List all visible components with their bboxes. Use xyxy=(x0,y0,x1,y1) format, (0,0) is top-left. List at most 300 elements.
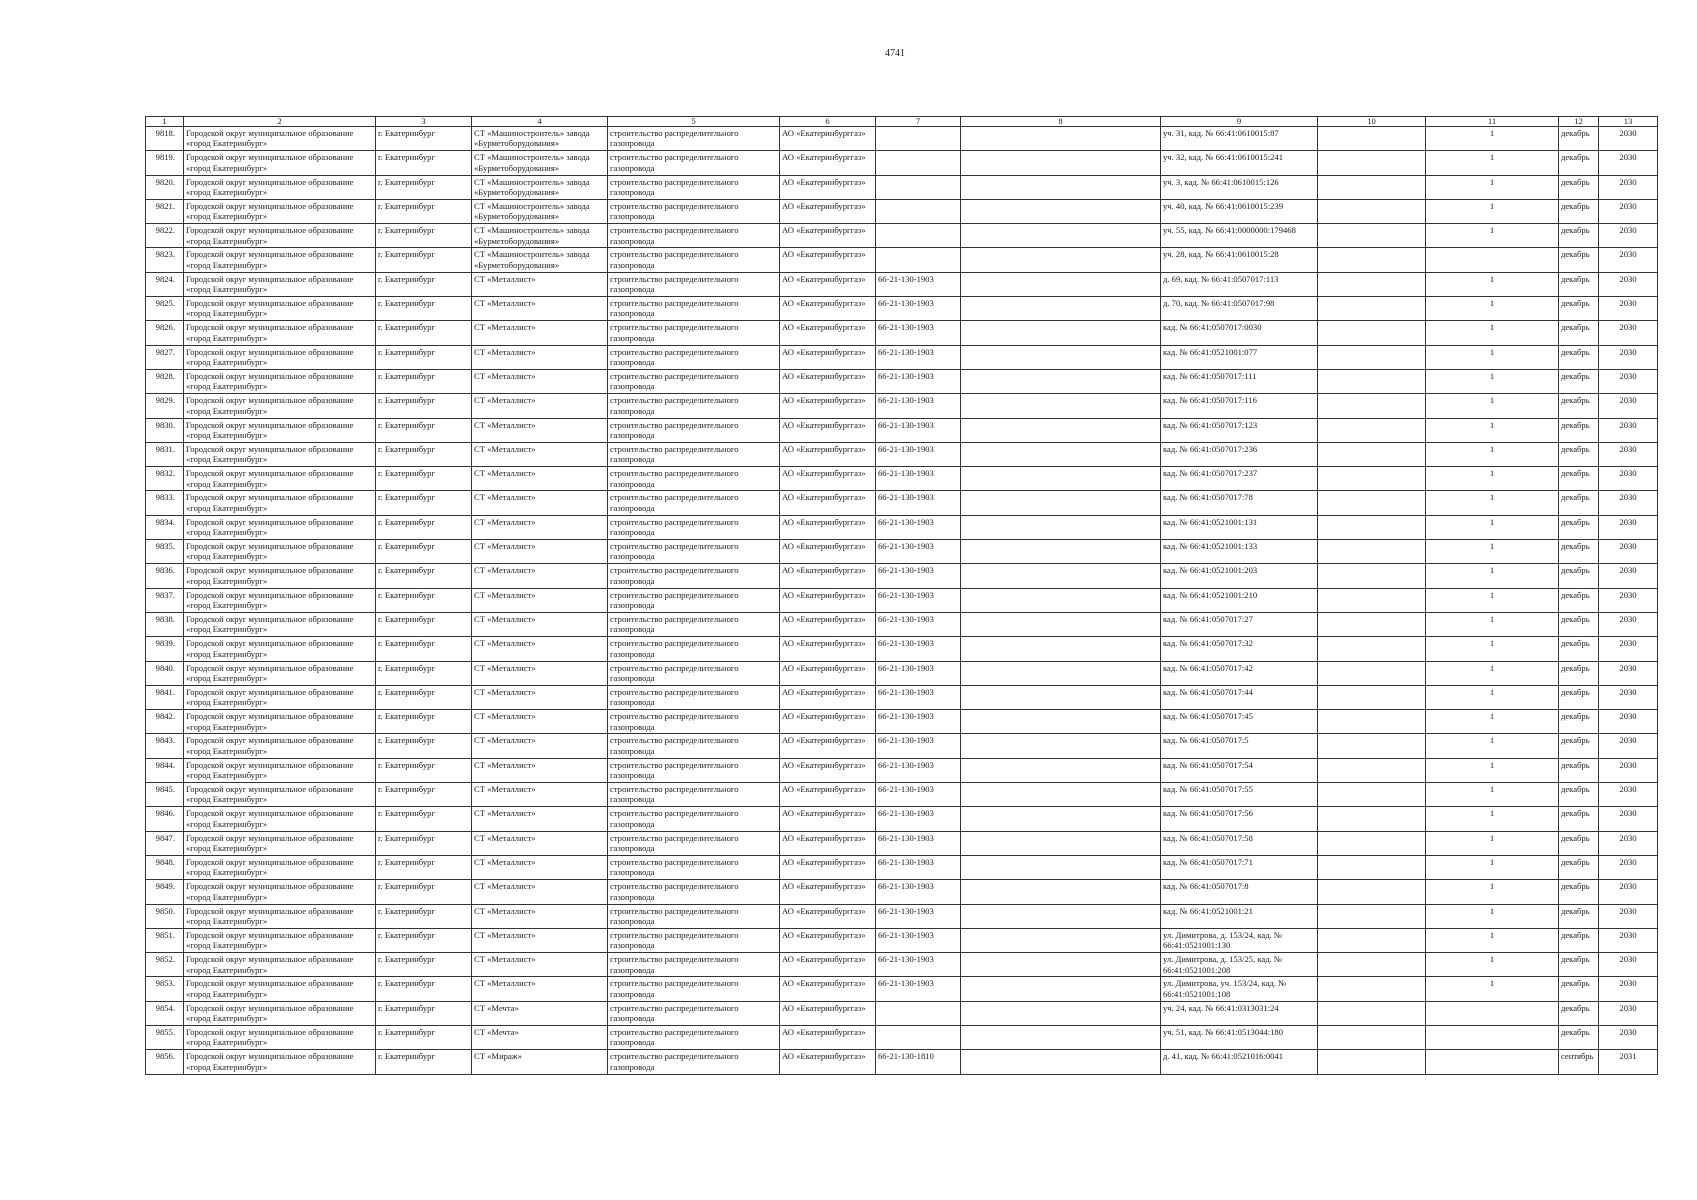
organization-cell: АО «Екатеринбурггаз» xyxy=(780,880,876,904)
month-cell: декабрь xyxy=(1559,783,1599,807)
organization-cell: АО «Екатеринбурггаз» xyxy=(780,515,876,539)
municipality-cell: Городской округ муниципальное образование «город Екатеринбург» xyxy=(184,880,376,904)
address-cell: кад. № 66:41:0521001:210 xyxy=(1161,588,1318,612)
year-cell: 2030 xyxy=(1599,564,1658,588)
year-cell: 2030 xyxy=(1599,612,1658,636)
address-cell: кад. № 66:41:0507017:116 xyxy=(1161,394,1318,418)
organization-cell: АО «Екатеринбурггаз» xyxy=(780,564,876,588)
organization-cell: АО «Екатеринбурггаз» xyxy=(780,710,876,734)
month-cell: декабрь xyxy=(1559,224,1599,248)
work-type-cell: строительство распределительного газопровода xyxy=(608,515,780,539)
city-cell: г. Екатеринбург xyxy=(376,564,472,588)
object-cell: СТ «Металлист» xyxy=(472,928,608,952)
registry-code-cell: 66-21-130-1903 xyxy=(876,612,961,636)
registry-code-cell xyxy=(876,1001,961,1025)
month-cell: декабрь xyxy=(1559,734,1599,758)
registry-code-cell: 66-21-130-1903 xyxy=(876,734,961,758)
month-cell: декабрь xyxy=(1559,564,1599,588)
work-type-cell: строительство распределительного газопровода xyxy=(608,685,780,709)
column-10-cell xyxy=(1318,199,1426,223)
municipality-cell: Городской округ муниципальное образование «город Екатеринбург» xyxy=(184,345,376,369)
address-cell: уч. 32, кад. № 66:41:0610015:241 xyxy=(1161,151,1318,175)
work-type-cell: строительство распределительного газопровода xyxy=(608,540,780,564)
year-cell: 2030 xyxy=(1599,831,1658,855)
row-number: 9853. xyxy=(146,977,184,1001)
year-cell: 2030 xyxy=(1599,588,1658,612)
year-cell: 2030 xyxy=(1599,345,1658,369)
object-cell: СТ «Металлист» xyxy=(472,345,608,369)
quantity-cell: 1 xyxy=(1426,685,1559,709)
work-type-cell: строительство распределительного газопровода xyxy=(608,321,780,345)
work-type-cell: строительство распределительного газопровода xyxy=(608,1025,780,1049)
registry-code-cell: 66-21-130-1903 xyxy=(876,807,961,831)
work-type-cell: строительство распределительного газопровода xyxy=(608,710,780,734)
table-row xyxy=(146,807,1658,831)
quantity-cell: 1 xyxy=(1426,127,1559,151)
city-cell: г. Екатеринбург xyxy=(376,977,472,1001)
registry-code-cell xyxy=(876,127,961,151)
column-8-cell xyxy=(961,831,1161,855)
address-cell: кад. № 66:41:0507017:78 xyxy=(1161,491,1318,515)
year-cell: 2030 xyxy=(1599,369,1658,393)
table-row xyxy=(146,151,1658,175)
quantity-cell xyxy=(1426,1025,1559,1049)
object-cell: СТ «Металлист» xyxy=(472,612,608,636)
city-cell: г. Екатеринбург xyxy=(376,224,472,248)
row-number: 9828. xyxy=(146,369,184,393)
row-number: 9840. xyxy=(146,661,184,685)
city-cell: г. Екатеринбург xyxy=(376,418,472,442)
registry-code-cell: 66-21-130-1903 xyxy=(876,831,961,855)
municipality-cell: Городской округ муниципальное образование «город Екатеринбург» xyxy=(184,977,376,1001)
municipality-cell: Городской округ муниципальное образование «город Екатеринбург» xyxy=(184,783,376,807)
month-cell: декабрь xyxy=(1559,272,1599,296)
organization-cell: АО «Екатеринбурггаз» xyxy=(780,442,876,466)
registry-code-cell xyxy=(876,151,961,175)
city-cell: г. Екатеринбург xyxy=(376,807,472,831)
column-10-cell xyxy=(1318,880,1426,904)
column-10-cell xyxy=(1318,515,1426,539)
column-8-cell xyxy=(961,442,1161,466)
work-type-cell: строительство распределительного газопровода xyxy=(608,637,780,661)
column-header-7: 7 xyxy=(876,117,961,127)
city-cell: г. Екатеринбург xyxy=(376,928,472,952)
organization-cell: АО «Екатеринбурггаз» xyxy=(780,151,876,175)
work-type-cell: строительство распределительного газопровода xyxy=(608,127,780,151)
row-number: 9847. xyxy=(146,831,184,855)
column-8-cell xyxy=(961,807,1161,831)
work-type-cell: строительство распределительного газопровода xyxy=(608,612,780,636)
column-8-cell xyxy=(961,953,1161,977)
year-cell: 2030 xyxy=(1599,224,1658,248)
municipality-cell: Городской округ муниципальное образование «город Екатеринбург» xyxy=(184,127,376,151)
organization-cell: АО «Екатеринбурггаз» xyxy=(780,734,876,758)
work-type-cell: строительство распределительного газопровода xyxy=(608,783,780,807)
address-cell: ул. Димитрова, д. 153/25, кад. № 66:41:0521001:208 xyxy=(1161,953,1318,977)
quantity-cell: 1 xyxy=(1426,345,1559,369)
municipality-cell: Городской округ муниципальное образование «город Екатеринбург» xyxy=(184,685,376,709)
municipality-cell: Городской округ муниципальное образование «город Екатеринбург» xyxy=(184,321,376,345)
address-cell: уч. 24, кад. № 66:41:0313031:24 xyxy=(1161,1001,1318,1025)
address-cell: кад. № 66:41:0507017:0030 xyxy=(1161,321,1318,345)
table-row xyxy=(146,127,1658,151)
table-row xyxy=(146,831,1658,855)
organization-cell: АО «Екатеринбурггаз» xyxy=(780,345,876,369)
object-cell: СТ «Металлист» xyxy=(472,953,608,977)
year-cell: 2031 xyxy=(1599,1050,1658,1074)
month-cell: декабрь xyxy=(1559,248,1599,272)
year-cell: 2030 xyxy=(1599,977,1658,1001)
table-row xyxy=(146,880,1658,904)
registry-code-cell xyxy=(876,248,961,272)
city-cell: г. Екатеринбург xyxy=(376,297,472,321)
address-cell: кад. № 66:41:0507017:55 xyxy=(1161,783,1318,807)
row-number: 9854. xyxy=(146,1001,184,1025)
municipality-cell: Городской округ муниципальное образование «город Екатеринбург» xyxy=(184,661,376,685)
work-type-cell: строительство распределительного газопровода xyxy=(608,928,780,952)
registry-code-cell: 66-21-130-1903 xyxy=(876,880,961,904)
address-cell: уч. 28, кад. № 66:41:0610015:28 xyxy=(1161,248,1318,272)
month-cell: декабрь xyxy=(1559,540,1599,564)
object-cell: СТ «Металлист» xyxy=(472,977,608,1001)
table-row xyxy=(146,199,1658,223)
registry-code-cell: 66-21-130-1903 xyxy=(876,369,961,393)
registry-code-cell: 66-21-130-1903 xyxy=(876,272,961,296)
address-cell: кад. № 66:41:0507017:45 xyxy=(1161,710,1318,734)
table-row xyxy=(146,248,1658,272)
row-number: 9846. xyxy=(146,807,184,831)
column-10-cell xyxy=(1318,1050,1426,1074)
month-cell: декабрь xyxy=(1559,855,1599,879)
object-cell: СТ «Металлист» xyxy=(472,661,608,685)
organization-cell: АО «Екатеринбурггаз» xyxy=(780,928,876,952)
year-cell: 2030 xyxy=(1599,272,1658,296)
work-type-cell: строительство распределительного газопровода xyxy=(608,904,780,928)
month-cell: декабрь xyxy=(1559,807,1599,831)
address-cell: ул. Димитрова, уч. 153/24, кад. № 66:41:0521001:108 xyxy=(1161,977,1318,1001)
municipality-cell: Городской округ муниципальное образование «город Екатеринбург» xyxy=(184,831,376,855)
row-number: 9825. xyxy=(146,297,184,321)
quantity-cell: 1 xyxy=(1426,588,1559,612)
column-10-cell xyxy=(1318,855,1426,879)
municipality-cell: Городской округ муниципальное образование «город Екатеринбург» xyxy=(184,442,376,466)
address-cell: кад. № 66:41:0507017:54 xyxy=(1161,758,1318,782)
quantity-cell: 1 xyxy=(1426,540,1559,564)
row-number: 9856. xyxy=(146,1050,184,1074)
table-row xyxy=(146,904,1658,928)
object-cell: СТ «Металлист» xyxy=(472,321,608,345)
year-cell: 2030 xyxy=(1599,1025,1658,1049)
table-row xyxy=(146,491,1658,515)
registry-code-cell: 66-21-130-1903 xyxy=(876,661,961,685)
address-cell: кад. № 66:41:0521001:077 xyxy=(1161,345,1318,369)
quantity-cell: 1 xyxy=(1426,710,1559,734)
year-cell: 2030 xyxy=(1599,928,1658,952)
row-number: 9831. xyxy=(146,442,184,466)
column-8-cell xyxy=(961,612,1161,636)
year-cell: 2030 xyxy=(1599,540,1658,564)
work-type-cell: строительство распределительного газопровода xyxy=(608,977,780,1001)
address-cell: уч. 3, кад. № 66:41:0610015:126 xyxy=(1161,175,1318,199)
city-cell: г. Екатеринбург xyxy=(376,588,472,612)
quantity-cell: 1 xyxy=(1426,661,1559,685)
table-row xyxy=(146,661,1658,685)
month-cell: декабрь xyxy=(1559,151,1599,175)
address-cell: д. 69, кад. № 66:41:0507017:113 xyxy=(1161,272,1318,296)
month-cell: декабрь xyxy=(1559,467,1599,491)
column-10-cell xyxy=(1318,1001,1426,1025)
object-cell: СТ «Металлист» xyxy=(472,369,608,393)
table-row xyxy=(146,564,1658,588)
work-type-cell: строительство распределительного газопровода xyxy=(608,467,780,491)
municipality-cell: Городской округ муниципальное образование «город Екатеринбург» xyxy=(184,564,376,588)
organization-cell: АО «Екатеринбурггаз» xyxy=(780,467,876,491)
column-8-cell xyxy=(961,783,1161,807)
municipality-cell: Городской округ муниципальное образование «город Екатеринбург» xyxy=(184,467,376,491)
municipality-cell: Городской округ муниципальное образование «город Екатеринбург» xyxy=(184,1050,376,1074)
month-cell: декабрь xyxy=(1559,1025,1599,1049)
column-10-cell xyxy=(1318,272,1426,296)
table-row xyxy=(146,272,1658,296)
registry-code-cell: 66-21-130-1903 xyxy=(876,321,961,345)
city-cell: г. Екатеринбург xyxy=(376,1025,472,1049)
table-row xyxy=(146,345,1658,369)
city-cell: г. Екатеринбург xyxy=(376,831,472,855)
row-number: 9834. xyxy=(146,515,184,539)
city-cell: г. Екатеринбург xyxy=(376,442,472,466)
column-8-cell xyxy=(961,855,1161,879)
organization-cell: АО «Екатеринбурггаз» xyxy=(780,807,876,831)
column-header-10: 10 xyxy=(1318,117,1426,127)
address-cell: кад. № 66:41:0521001:131 xyxy=(1161,515,1318,539)
object-cell: СТ «Металлист» xyxy=(472,442,608,466)
column-10-cell xyxy=(1318,418,1426,442)
column-8-cell xyxy=(961,224,1161,248)
column-10-cell xyxy=(1318,710,1426,734)
table-row xyxy=(146,758,1658,782)
municipality-cell: Городской округ муниципальное образование «город Екатеринбург» xyxy=(184,637,376,661)
quantity-cell: 1 xyxy=(1426,467,1559,491)
object-cell: СТ «Металлист» xyxy=(472,467,608,491)
quantity-cell: 1 xyxy=(1426,321,1559,345)
work-type-cell: строительство распределительного газопровода xyxy=(608,807,780,831)
row-number: 9845. xyxy=(146,783,184,807)
year-cell: 2030 xyxy=(1599,637,1658,661)
year-cell: 2030 xyxy=(1599,685,1658,709)
registry-code-cell xyxy=(876,199,961,223)
row-number: 9843. xyxy=(146,734,184,758)
year-cell: 2030 xyxy=(1599,661,1658,685)
column-10-cell xyxy=(1318,685,1426,709)
column-10-cell xyxy=(1318,588,1426,612)
organization-cell: АО «Екатеринбурггаз» xyxy=(780,831,876,855)
address-cell: кад. № 66:41:0507017:27 xyxy=(1161,612,1318,636)
city-cell: г. Екатеринбург xyxy=(376,734,472,758)
table-row xyxy=(146,175,1658,199)
row-number: 9835. xyxy=(146,540,184,564)
year-cell: 2030 xyxy=(1599,880,1658,904)
municipality-cell: Городской округ муниципальное образование «город Екатеринбург» xyxy=(184,248,376,272)
address-cell: уч. 31, кад. № 66:41:0610015:87 xyxy=(1161,127,1318,151)
row-number: 9842. xyxy=(146,710,184,734)
city-cell: г. Екатеринбург xyxy=(376,661,472,685)
quantity-cell: 1 xyxy=(1426,612,1559,636)
address-cell: кад. № 66:41:0507017:71 xyxy=(1161,855,1318,879)
table-row xyxy=(146,515,1658,539)
month-cell: декабрь xyxy=(1559,831,1599,855)
column-8-cell xyxy=(961,199,1161,223)
column-10-cell xyxy=(1318,1025,1426,1049)
municipality-cell: Городской округ муниципальное образование «город Екатеринбург» xyxy=(184,855,376,879)
registry-code-cell: 66-21-130-1903 xyxy=(876,637,961,661)
quantity-cell: 1 xyxy=(1426,637,1559,661)
month-cell: декабрь xyxy=(1559,199,1599,223)
organization-cell: АО «Екатеринбурггаз» xyxy=(780,272,876,296)
quantity-cell: 1 xyxy=(1426,831,1559,855)
address-cell: кад. № 66:41:0507017:32 xyxy=(1161,637,1318,661)
organization-cell: АО «Екатеринбурггаз» xyxy=(780,418,876,442)
year-cell: 2030 xyxy=(1599,807,1658,831)
row-number: 9827. xyxy=(146,345,184,369)
column-8-cell xyxy=(961,564,1161,588)
work-type-cell: строительство распределительного газопровода xyxy=(608,491,780,515)
row-number: 9855. xyxy=(146,1025,184,1049)
table-row xyxy=(146,685,1658,709)
year-cell: 2030 xyxy=(1599,515,1658,539)
object-cell: СТ «Металлист» xyxy=(472,831,608,855)
month-cell: декабрь xyxy=(1559,710,1599,734)
quantity-cell: 1 xyxy=(1426,758,1559,782)
column-8-cell xyxy=(961,540,1161,564)
month-cell: декабрь xyxy=(1559,321,1599,345)
registry-code-cell: 66-21-130-1903 xyxy=(876,442,961,466)
table-row xyxy=(146,297,1658,321)
organization-cell: АО «Екатеринбурггаз» xyxy=(780,297,876,321)
registry-code-cell: 66-21-130-1903 xyxy=(876,904,961,928)
address-cell: кад. № 66:41:0507017:44 xyxy=(1161,685,1318,709)
year-cell: 2030 xyxy=(1599,442,1658,466)
municipality-cell: Городской округ муниципальное образование «город Екатеринбург» xyxy=(184,612,376,636)
quantity-cell: 1 xyxy=(1426,442,1559,466)
work-type-cell: строительство распределительного газопровода xyxy=(608,880,780,904)
city-cell: г. Екатеринбург xyxy=(376,783,472,807)
municipality-cell: Городской округ муниципальное образование «город Екатеринбург» xyxy=(184,953,376,977)
municipality-cell: Городской округ муниципальное образование «город Екатеринбург» xyxy=(184,175,376,199)
column-8-cell xyxy=(961,588,1161,612)
row-number: 9844. xyxy=(146,758,184,782)
object-cell: СТ «Металлист» xyxy=(472,855,608,879)
column-8-cell xyxy=(961,345,1161,369)
month-cell: декабрь xyxy=(1559,127,1599,151)
column-8-cell xyxy=(961,880,1161,904)
table-row xyxy=(146,369,1658,393)
object-cell: СТ «Металлист» xyxy=(472,783,608,807)
year-cell: 2030 xyxy=(1599,758,1658,782)
table-row xyxy=(146,612,1658,636)
month-cell: сентябрь xyxy=(1559,1050,1599,1074)
municipality-cell: Городской округ муниципальное образование «город Екатеринбург» xyxy=(184,491,376,515)
month-cell: декабрь xyxy=(1559,1001,1599,1025)
object-cell: СТ «Металлист» xyxy=(472,807,608,831)
year-cell: 2030 xyxy=(1599,491,1658,515)
work-type-cell: строительство распределительного газопровода xyxy=(608,418,780,442)
month-cell: декабрь xyxy=(1559,685,1599,709)
month-cell: декабрь xyxy=(1559,394,1599,418)
work-type-cell: строительство распределительного газопровода xyxy=(608,1050,780,1074)
quantity-cell: 1 xyxy=(1426,175,1559,199)
object-cell: СТ «Машиностроитель» завода «Бурметоборудования» xyxy=(472,248,608,272)
year-cell: 2030 xyxy=(1599,953,1658,977)
address-cell: кад. № 66:41:0507017:8 xyxy=(1161,880,1318,904)
city-cell: г. Екатеринбург xyxy=(376,540,472,564)
year-cell: 2030 xyxy=(1599,175,1658,199)
registry-code-cell: 66-21-130-1903 xyxy=(876,588,961,612)
month-cell: декабрь xyxy=(1559,491,1599,515)
object-cell: СТ «Машиностроитель» завода «Бурметоборудования» xyxy=(472,127,608,151)
column-10-cell xyxy=(1318,540,1426,564)
registry-code-cell: 66-21-130-1903 xyxy=(876,855,961,879)
work-type-cell: строительство распределительного газопровода xyxy=(608,248,780,272)
column-header-2: 2 xyxy=(184,117,376,127)
quantity-cell: 1 xyxy=(1426,807,1559,831)
address-cell: кад. № 66:41:0521001:133 xyxy=(1161,540,1318,564)
registry-code-cell xyxy=(876,224,961,248)
object-cell: СТ «Металлист» xyxy=(472,297,608,321)
quantity-cell: 1 xyxy=(1426,734,1559,758)
column-header-1: 1 xyxy=(146,117,184,127)
column-8-cell xyxy=(961,977,1161,1001)
city-cell: г. Екатеринбург xyxy=(376,710,472,734)
column-8-cell xyxy=(961,1001,1161,1025)
municipality-cell: Городской округ муниципальное образование «город Екатеринбург» xyxy=(184,588,376,612)
organization-cell: АО «Екатеринбурггаз» xyxy=(780,491,876,515)
table-body xyxy=(146,127,1658,1075)
city-cell: г. Екатеринбург xyxy=(376,272,472,296)
municipality-cell: Городской округ муниципальное образование «город Екатеринбург» xyxy=(184,394,376,418)
row-number: 9819. xyxy=(146,151,184,175)
municipality-cell: Городской округ муниципальное образование «город Екатеринбург» xyxy=(184,928,376,952)
address-cell: кад. № 66:41:0507017:123 xyxy=(1161,418,1318,442)
column-10-cell xyxy=(1318,297,1426,321)
city-cell: г. Екатеринбург xyxy=(376,369,472,393)
quantity-cell: 1 xyxy=(1426,272,1559,296)
organization-cell: АО «Екатеринбурггаз» xyxy=(780,175,876,199)
month-cell: декабрь xyxy=(1559,515,1599,539)
registry-code-cell: 66-21-130-1903 xyxy=(876,564,961,588)
city-cell: г. Екатеринбург xyxy=(376,151,472,175)
row-number: 9837. xyxy=(146,588,184,612)
object-cell: СТ «Металлист» xyxy=(472,540,608,564)
column-8-cell xyxy=(961,321,1161,345)
column-8-cell xyxy=(961,248,1161,272)
address-cell: уч. 55, кад. № 66:41:0000000:179468 xyxy=(1161,224,1318,248)
column-header-12: 12 xyxy=(1559,117,1599,127)
month-cell: декабрь xyxy=(1559,612,1599,636)
year-cell: 2030 xyxy=(1599,904,1658,928)
municipality-cell: Городской округ муниципальное образование «город Екатеринбург» xyxy=(184,1025,376,1049)
column-10-cell xyxy=(1318,394,1426,418)
column-header-4: 4 xyxy=(472,117,608,127)
month-cell: декабрь xyxy=(1559,588,1599,612)
object-cell: СТ «Металлист» xyxy=(472,272,608,296)
month-cell: декабрь xyxy=(1559,904,1599,928)
quantity-cell: 1 xyxy=(1426,977,1559,1001)
address-cell: уч. 40, кад. № 66:41:0610015:239 xyxy=(1161,199,1318,223)
column-8-cell xyxy=(961,710,1161,734)
column-10-cell xyxy=(1318,369,1426,393)
column-header-13: 13 xyxy=(1599,117,1658,127)
organization-cell: АО «Екатеринбурггаз» xyxy=(780,321,876,345)
